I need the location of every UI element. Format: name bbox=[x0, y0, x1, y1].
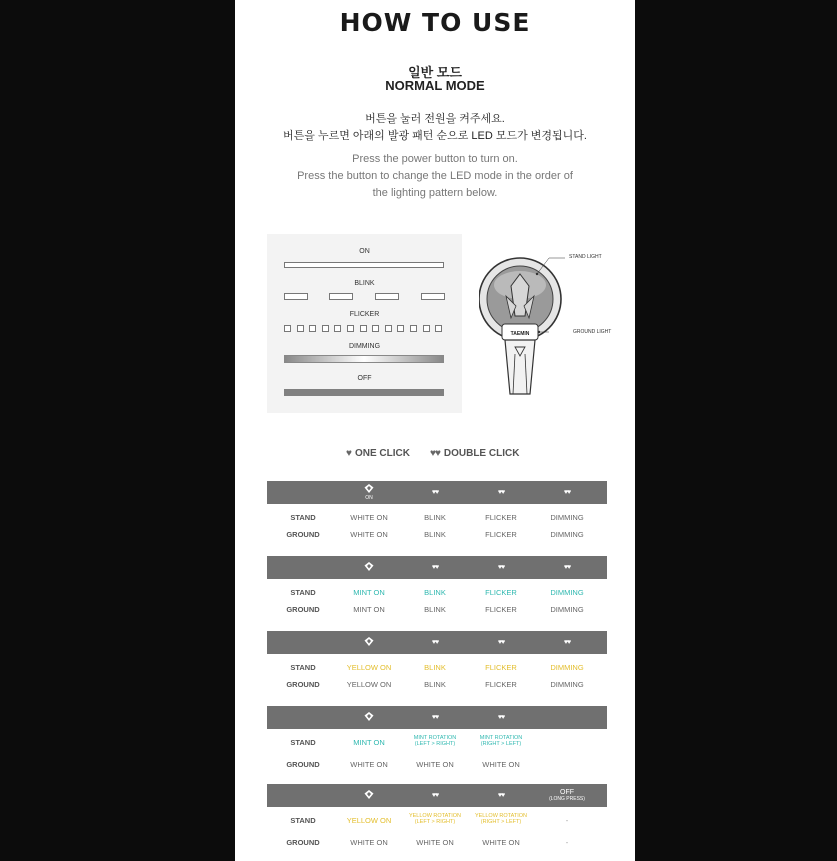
table-header-bar bbox=[267, 556, 607, 579]
mode-title-ko: 일반 모드 bbox=[408, 65, 462, 80]
row-label-stand: STAND bbox=[290, 663, 316, 672]
ground-light-callout: GROUND LIGHT bbox=[573, 329, 612, 335]
table-cell: YELLOW ON bbox=[346, 663, 392, 672]
pattern-off-bar bbox=[284, 389, 444, 396]
double-heart-icon: ♥♥ bbox=[497, 639, 505, 646]
table-cell: YELLOW ON bbox=[346, 680, 392, 689]
table-cell: FLICKER bbox=[485, 513, 517, 522]
mode-title-en: NORMAL MODE bbox=[385, 78, 485, 93]
cell-sub-text: (RIGHT > LEFT) bbox=[480, 819, 522, 825]
row-label-stand: STAND bbox=[290, 588, 316, 597]
table-cell: FLICKER bbox=[485, 605, 517, 614]
pattern-flicker-square bbox=[385, 325, 392, 332]
table-cell: DIMMING bbox=[550, 530, 584, 539]
description-ko-line: 버튼을 누르면 아래의 발광 패턴 순으로 LED 모드가 변경됩니다. bbox=[283, 130, 587, 142]
table-cell: WHITE ON bbox=[350, 513, 388, 522]
double-heart-icon: ♥♥ bbox=[497, 564, 505, 571]
pattern-flicker-square bbox=[347, 325, 354, 332]
legend-one-click-label: ONE CLICK bbox=[354, 448, 410, 459]
header-double-click bbox=[402, 706, 468, 729]
table-header-bar bbox=[267, 631, 607, 654]
pattern-flicker-square bbox=[423, 325, 430, 332]
header-double-click bbox=[468, 706, 534, 729]
row-label-stand: STAND bbox=[290, 738, 316, 747]
table-cell: YELLOW ON bbox=[346, 816, 392, 825]
page-title: HOW TO USE bbox=[339, 8, 531, 37]
diamond-heart-icon bbox=[364, 484, 374, 495]
table-header-bar bbox=[267, 784, 607, 807]
pattern-flicker-square bbox=[397, 325, 404, 332]
pattern-label-off: OFF bbox=[357, 375, 372, 382]
header-sub-label: ON bbox=[365, 495, 373, 501]
cell-sub-text: (LEFT > RIGHT) bbox=[414, 741, 456, 747]
table-cell: FLICKER bbox=[485, 588, 517, 597]
cell-main-text: MINT ROTATION bbox=[479, 735, 523, 741]
double-heart-icon: ♥♥ bbox=[497, 792, 505, 799]
row-label-stand: STAND bbox=[290, 513, 316, 522]
table-cell: - bbox=[565, 838, 569, 847]
cell-main-text: YELLOW ROTATION bbox=[474, 813, 528, 819]
table-cell: WHITE ON bbox=[482, 760, 520, 769]
header-long-press-label: (LONG PRESS) bbox=[549, 796, 585, 802]
double-heart-icon: ♥♥ bbox=[563, 489, 571, 496]
stand-light-callout: STAND LIGHT bbox=[569, 254, 602, 260]
table-cell: - bbox=[565, 816, 569, 825]
table-cell: MINT ON bbox=[353, 738, 385, 747]
table-cell: FLICKER bbox=[485, 530, 517, 539]
header-one-click bbox=[336, 706, 402, 729]
pattern-dimming-bar bbox=[284, 355, 444, 363]
row-label-ground: GROUND bbox=[286, 838, 320, 847]
header-off-label: OFF bbox=[560, 789, 574, 796]
table-cell: BLINK bbox=[424, 605, 446, 614]
table-cell: FLICKER bbox=[485, 680, 517, 689]
diamond-heart-icon bbox=[364, 562, 374, 573]
table-cell: WHITE ON bbox=[350, 530, 388, 539]
table-cell: DIMMING bbox=[550, 605, 584, 614]
cell-sub-text: (RIGHT > LEFT) bbox=[480, 741, 522, 747]
row-label-ground: GROUND bbox=[286, 605, 320, 614]
cell-sub-text: (LEFT > RIGHT) bbox=[414, 819, 456, 825]
cell-main-text: MINT ROTATION bbox=[413, 735, 457, 741]
pattern-label-blink: BLINK bbox=[354, 280, 375, 287]
row-label-stand: STAND bbox=[290, 816, 316, 825]
double-heart-icon: ♥♥ bbox=[431, 489, 439, 496]
header-double-click bbox=[534, 631, 600, 654]
pattern-label-dimming: DIMMING bbox=[348, 343, 381, 350]
pattern-blink-segment bbox=[421, 293, 445, 300]
table-cell: WHITE ON bbox=[416, 838, 454, 847]
pattern-flicker-square bbox=[309, 325, 316, 332]
description-ko bbox=[235, 111, 635, 145]
description-en bbox=[235, 151, 635, 202]
double-heart-icon: ♥♥ bbox=[497, 489, 505, 496]
table-cell: MINT ON bbox=[353, 605, 385, 614]
double-heart-icon: ♥♥ bbox=[563, 564, 571, 571]
diamond-heart-icon bbox=[364, 637, 374, 648]
legend-double-click-label: DOUBLE CLICK bbox=[443, 448, 520, 459]
description-en-line: Press the power button to turn on. bbox=[352, 153, 518, 165]
table-cell: BLINK bbox=[424, 680, 446, 689]
header-double-click bbox=[468, 556, 534, 579]
double-heart-icon: ♥♥ bbox=[497, 714, 505, 721]
header-one-click bbox=[336, 631, 402, 654]
pattern-flicker-square bbox=[435, 325, 442, 332]
pattern-flicker-square bbox=[322, 325, 329, 332]
pattern-label-flicker: FLICKER bbox=[349, 311, 380, 318]
header-double-click bbox=[468, 481, 534, 504]
pattern-flicker-square bbox=[334, 325, 341, 332]
table-cell: WHITE ON bbox=[482, 838, 520, 847]
table-header-bar bbox=[267, 481, 607, 504]
pattern-flicker-square bbox=[297, 325, 304, 332]
header-one-click bbox=[336, 784, 402, 807]
table-cell: BLINK bbox=[424, 530, 446, 539]
pattern-flicker-square bbox=[284, 325, 291, 332]
table-cell: DIMMING bbox=[550, 680, 584, 689]
legend-double-click bbox=[430, 448, 519, 459]
table-cell bbox=[402, 813, 468, 825]
table-cell: WHITE ON bbox=[350, 760, 388, 769]
lighting-pattern-box bbox=[267, 234, 462, 413]
legend-one-click bbox=[346, 448, 410, 459]
table-cell: BLINK bbox=[424, 513, 446, 522]
row-label-ground: GROUND bbox=[286, 760, 320, 769]
table-cell: DIMMING bbox=[550, 588, 584, 597]
header-double-click bbox=[534, 481, 600, 504]
table-cell: MINT ON bbox=[353, 588, 385, 597]
row-label-ground: GROUND bbox=[286, 530, 320, 539]
description-ko-line: 버튼을 눌러 전원을 켜주세요. bbox=[365, 113, 505, 125]
table-cell: BLINK bbox=[424, 588, 446, 597]
pattern-label-on: ON bbox=[359, 248, 370, 255]
pattern-blink-segment bbox=[375, 293, 399, 300]
table-header-bar bbox=[267, 706, 607, 729]
pattern-blink-segment bbox=[284, 293, 308, 300]
header-one-click bbox=[336, 556, 402, 579]
diamond-heart-icon bbox=[364, 712, 374, 723]
lightstick-brand: TAEMIN bbox=[510, 331, 530, 337]
double-heart-icon: ♥♥ bbox=[430, 448, 440, 459]
table-cell: BLINK bbox=[424, 663, 446, 672]
header-double-click bbox=[468, 631, 534, 654]
table-cell: FLICKER bbox=[485, 663, 517, 672]
pattern-flicker-square bbox=[360, 325, 367, 332]
header-double-click bbox=[402, 481, 468, 504]
table-cell bbox=[468, 813, 534, 825]
pattern-on-bar bbox=[284, 262, 444, 268]
double-heart-icon: ♥♥ bbox=[431, 639, 439, 646]
header-double-click bbox=[402, 556, 468, 579]
table-cell: WHITE ON bbox=[350, 838, 388, 847]
header-double-click bbox=[534, 556, 600, 579]
header-double-click bbox=[402, 631, 468, 654]
how-to-use-panel bbox=[235, 0, 635, 861]
table-cell: DIMMING bbox=[550, 513, 584, 522]
header-double-click bbox=[468, 784, 534, 807]
pattern-flicker-square bbox=[372, 325, 379, 332]
diamond-heart-icon bbox=[364, 790, 374, 801]
double-heart-icon: ♥♥ bbox=[431, 792, 439, 799]
cell-main-text: YELLOW ROTATION bbox=[408, 813, 462, 819]
double-heart-icon: ♥♥ bbox=[431, 564, 439, 571]
table-cell bbox=[468, 735, 534, 747]
row-label-ground: GROUND bbox=[286, 680, 320, 689]
heart-icon: ♥ bbox=[346, 448, 351, 459]
table-cell: WHITE ON bbox=[416, 760, 454, 769]
header-double-click bbox=[402, 784, 468, 807]
table-cell bbox=[402, 735, 468, 747]
header-one-click bbox=[336, 481, 402, 504]
description-en-line: Press the button to change the LED mode in the order of bbox=[297, 170, 573, 182]
header-off-long-press bbox=[534, 784, 600, 807]
pattern-flicker-square bbox=[410, 325, 417, 332]
pattern-blink-segment bbox=[329, 293, 353, 300]
description-en-line: the lighting pattern below. bbox=[372, 187, 498, 199]
double-heart-icon: ♥♥ bbox=[431, 714, 439, 721]
double-heart-icon: ♥♥ bbox=[563, 639, 571, 646]
table-cell: DIMMING bbox=[550, 663, 584, 672]
